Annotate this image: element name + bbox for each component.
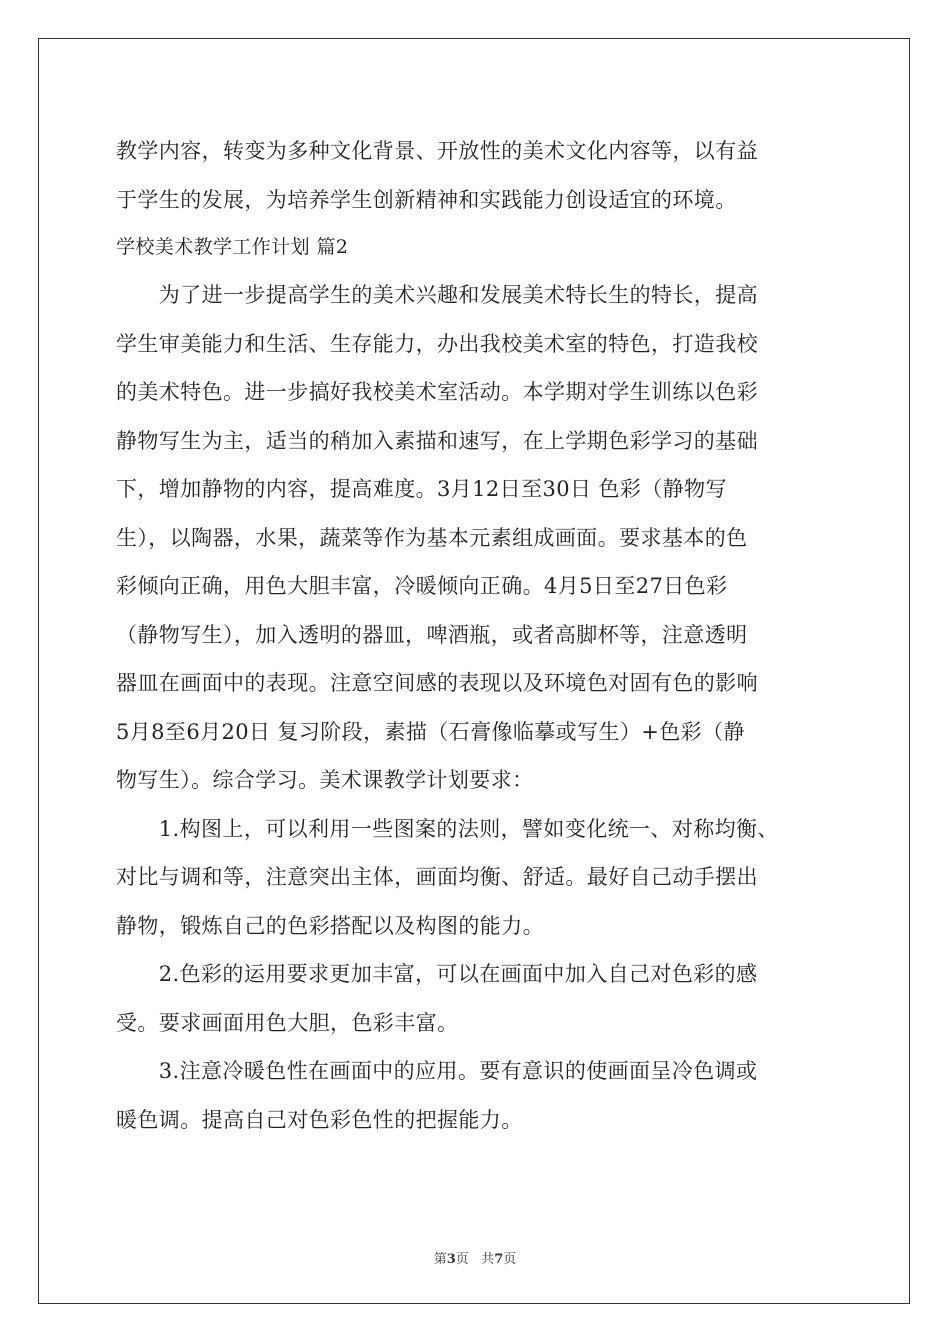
text-line: 2.色彩的运用要求更加丰富，可以在画面中加入自己对色彩的感 — [116, 962, 758, 986]
footer-page-number: 3 — [446, 1252, 456, 1267]
text-line: 物写生）。综合学习。美术课教学计划要求： — [116, 768, 534, 792]
page-footer — [0, 1248, 950, 1267]
text-line: 1.构图上，可以利用一些图案的法则，譬如变化统一、对称均衡、 — [116, 816, 779, 841]
section-heading: 学校美术教学工作计划 篇2 — [116, 236, 349, 258]
footer-page-prefix: 第 — [433, 1252, 447, 1267]
text-line: 于学生的发展，为培养学生创新精神和实践能力创设适宜的环境。 — [116, 187, 737, 212]
text-line: 彩倾向正确，用色大胆丰富，冷暖倾向正确。4月5日至27日色彩 — [116, 574, 728, 598]
footer-total-suffix: 页 — [503, 1252, 517, 1267]
footer-total-pages: 7 — [494, 1252, 504, 1267]
footer-page-suffix: 页 — [455, 1252, 469, 1267]
text-line: 生），以陶器，水果，蔬菜等作为基本元素组成画面。要求基本的色 — [116, 525, 748, 550]
text-line: 下，增加静物的内容，提高难度。3月12日至30日 色彩（静物写 — [116, 477, 727, 501]
text-line: 为了进一步提高学生的美术兴趣和发展美术特长生的特长，提高 — [116, 283, 758, 307]
text-line: 对比与调和等，注意突出主体，画面均衡、舒适。最好自己动手摆出 — [116, 865, 758, 889]
text-line: 暖色调。提高自己对色彩色性的把握能力。 — [116, 1107, 523, 1132]
text-line: 受。要求画面用色大胆，色彩丰富。 — [116, 1010, 459, 1035]
footer-total-prefix: 共 — [481, 1252, 495, 1267]
text-line: 的美术特色。进一步搞好我校美术室活动。本学期对学生训练以色彩 — [116, 380, 758, 404]
text-line: 3.注意冷暖色性在画面中的应用。要有意识的使画面呈冷色调或 — [116, 1059, 758, 1083]
document-body — [116, 127, 836, 1144]
text-line: （静物写生），加入透明的器皿，啤酒瓶，或者高脚杯等，注意透明 — [116, 622, 748, 647]
text-line: 静物，锻炼自己的色彩搭配以及构图的能力。 — [116, 913, 544, 938]
text-line: 学生审美能力和生活、生存能力，办出我校美术室的特色，打造我校 — [116, 331, 758, 356]
text-line: 器皿在画面中的表现。注意空间感的表现以及环境色对固有色的影响 — [116, 671, 758, 695]
text-line: 教学内容，转变为多种文化背景、开放性的美术文化内容等，以有益 — [116, 139, 758, 163]
text-line: 5月8至6月20日 复习阶段，素描（石膏像临摹或写生）+色彩（静 — [116, 719, 745, 744]
text-line: 静物写生为主，适当的稍加入素描和速写，在上学期色彩学习的基础 — [116, 428, 758, 453]
